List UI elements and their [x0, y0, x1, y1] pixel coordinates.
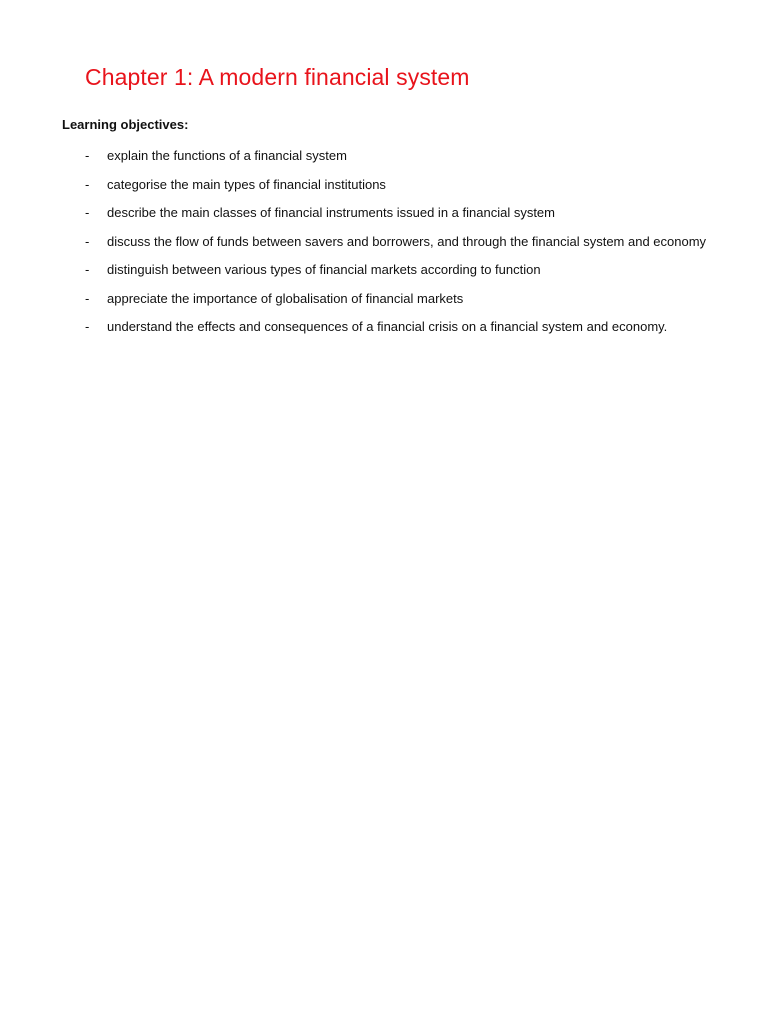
list-item	[85, 199, 722, 228]
list-item	[85, 256, 722, 285]
chapter-title: Chapter 1: A modern financial system	[85, 64, 470, 90]
objective-text: discuss the flow of funds between savers and borrowers, and through the financial system and economy	[107, 233, 707, 249]
objective-text: explain the functions of a financial system	[107, 148, 347, 163]
list-item	[85, 313, 722, 342]
dash-bullet: -	[85, 205, 90, 220]
objective-text: understand the effects and consequences of a financial crisis on a financial system and economy.	[107, 319, 668, 334]
objective-text: describe the main classes of financial instruments issued in a financial system	[107, 205, 555, 220]
list-item	[85, 228, 722, 257]
dash-bullet: -	[85, 262, 90, 277]
learning-objectives-heading: Learning objectives:	[62, 117, 189, 132]
dash-bullet: -	[85, 290, 90, 306]
dash-bullet: -	[85, 319, 90, 334]
list-item	[85, 285, 722, 314]
dash-bullet: -	[85, 233, 90, 249]
dash-bullet: -	[85, 148, 90, 163]
objective-text: categorise the main types of financial institutions	[107, 176, 386, 192]
dash-bullet: -	[85, 176, 90, 192]
objective-text: distinguish between various types of financial markets according to function	[107, 262, 541, 277]
learning-objectives-list	[85, 142, 722, 342]
objective-text: appreciate the importance of globalisation of financial markets	[107, 290, 464, 306]
list-item	[85, 142, 722, 171]
list-item	[85, 171, 722, 200]
